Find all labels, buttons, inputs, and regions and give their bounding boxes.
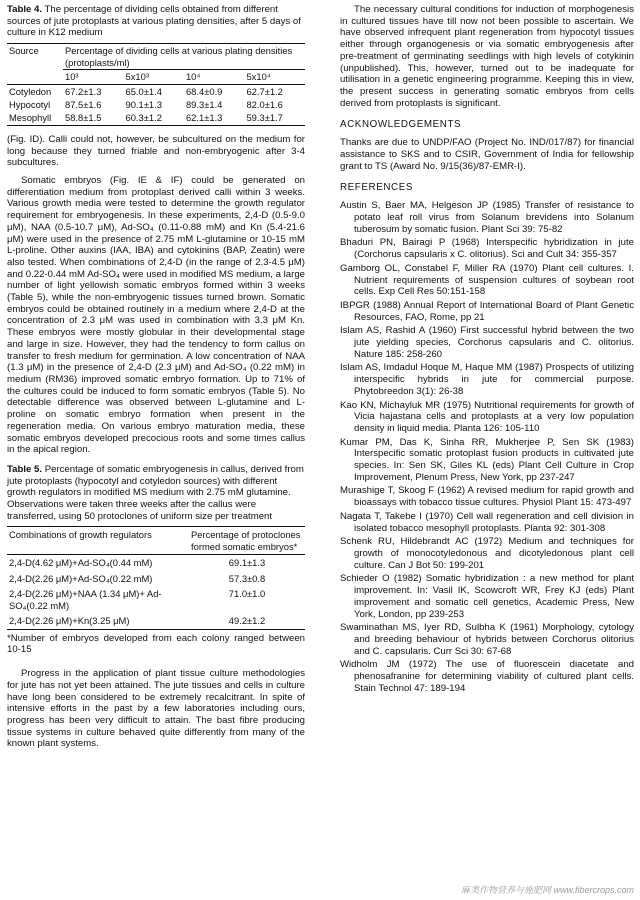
table4-cell: 89.3±1.4	[185, 98, 223, 110]
right-column	[340, 4, 634, 696]
reference-item: Nagata T, Takebe I (1970) Cell wall regeneration and cell division in isolated tobacco mesophyll protoplasts. Planta 92: 301-308	[340, 510, 634, 534]
table4-density: 5x10³	[125, 71, 149, 83]
table4-density: 5x10⁴	[246, 71, 271, 83]
table5-combo: 2,4-D(4.62 μM)+Ad-SO₄(0.44 mM)	[9, 557, 153, 569]
table5-combo: 2,4-D(2.26 μM)+Kn(3.25 μM)	[9, 615, 130, 627]
table4-header-group: Percentage of dividing cells at various plating densities (protoplasts/ml)	[63, 44, 305, 70]
table4-cell: 62.7±1.2	[246, 85, 283, 97]
table5-header-left: Combinations of growth regulators	[9, 529, 152, 541]
watermark: 麻类作物营养与施肥网 www.fibercrops.com	[460, 885, 634, 896]
table4-source: Mesophyll	[9, 112, 52, 124]
reference-item: Murashige T, Skoog F (1962) A revised medium for rapid growth and bioassays with tobacco tissue cultures. Physiol Plant 15: 473-497	[340, 485, 634, 509]
table5-value: 49.2±1.2	[228, 615, 266, 627]
table4-cell: 82.0±1.6	[246, 98, 283, 110]
reference-item: Kao KN, Michayluk MR (1975) Nutritional requirements for growth of Vicia hajastana cells and protoplasts at a very low population density in liquid media. Planta 126: 105-110	[340, 399, 634, 434]
table4-label: Table 4.	[7, 4, 43, 15]
table4-density: 10⁴	[185, 71, 201, 83]
references-heading: REFERENCES	[340, 182, 413, 194]
reference-item: Islam AS, Rashid A (1960) First successful hybrid between the two jute yielding species, Corchorus capsularis and C. olitorius. Nature 185: 258-260	[340, 325, 634, 360]
acknowledgements-heading: ACKNOWLEDGEMENTS	[340, 119, 462, 131]
reference-item: Austin S, Baer MA, Helgeson JP (1985) Transfer of resistance to potato leaf roll virus from Solanum brevidens into Solanum tuberosum by somatic fusion. Plant Sci 39: 75-82	[340, 200, 634, 235]
table5-header-right: Percentage of protoclones formed somatic embryos*	[191, 529, 301, 552]
reference-item: Kumar PM, Das K, Sinha RR, Mukherjee P, Sen SK (1983) Interspecific somatic protoplast fusion products in cultivated jute species. In: Sen SK, Giles KL (eds) Plant Cell Culture in Crop Improvement, Plenum Press, New York, pp 237-247	[340, 436, 634, 483]
table5-caption-text: Percentage of somatic embryogenesis in callus, derived from jute protoplasts (hypocotyl and cotyledon sources) with different growth regulators in modified MS medium with 2.75 mM glutamine. Observations were taken three weeks after the callus were transferred, using 50 protoclones of uniform size per treatment	[7, 463, 304, 522]
body-paragraph: (Fig. ID). Calli could not, however, be subcultured on the medium for long because they turned friable and non-embryogenic after 3-4 subcultures.	[7, 133, 305, 169]
acknowledgements-text: Thanks are due to UNDP/FAO (Project No. IND/017/87) for financial assistance to SKS and to CSIR, Government of India for fellowship grant to TS (Award No. 9/15(36)/87-EMR-I).	[340, 137, 634, 172]
table-row	[7, 613, 305, 629]
table-row	[7, 84, 305, 98]
table4-caption	[7, 4, 305, 39]
reference-item: Schenk RU, Hildebrandt AC (1972) Medium and techniques for growth of monocotyledonous and dicotyledonous plant cell culture. Can J Bot 50: 199-201	[340, 536, 634, 571]
table-row	[7, 586, 305, 613]
reference-item: Widholm JM (1972) The use of fluorescein diacetate and phenosafranine for determining viability of cultured plant cells. Stain Technol 47: 189-194	[340, 659, 634, 694]
table4-cell: 67.2±1.3	[65, 85, 102, 97]
reference-item: Swaminathan MS, Iyer RD, Sulbha K (1961) Morphology, cytology and breeding behaviour of hybrids between Corchorus olitorius and C. capsularis. Curr Sci 30: 67-68	[340, 622, 634, 657]
table-row	[7, 98, 305, 111]
table-row	[7, 571, 305, 586]
table-row	[7, 111, 305, 125]
reference-item: Bhaduri PN, Bairagi P (1968) Interspecific hybridization in jute (Corchorus capsularis x C. olitorius). Sci and Cult 34: 355-357	[340, 237, 634, 261]
table5-footnote: *Number of embryos developed from each colony ranged between 10-15	[7, 632, 305, 656]
table5-value: 71.0±1.0	[228, 588, 266, 600]
reference-item: IBPGR (1988) Annual Report of International Board of Plant Genetic Resources, FAO, Rome, pp 21	[340, 299, 634, 323]
table5-value: 57.3±0.8	[228, 572, 266, 584]
left-column	[7, 4, 305, 756]
table5-combo: 2,4-D(2.26 μM)+NAA (1.34 μM)+ Ad-SO₄(0.22 mM)	[9, 588, 162, 611]
table4-cell: 59.3±1.7	[246, 112, 283, 124]
table4-caption-text: The percentage of dividing cells obtained from different sources of jute protoplasts at various plating densities, after 5 days of culture in K12 medium	[7, 4, 301, 39]
table-row	[7, 555, 305, 571]
table4-cell: 90.1±1.3	[125, 98, 162, 110]
reference-item: Schieder O (1982) Somatic hybridization : a new method for plant improvement. In: Vasil IK, Scowcroft WR, Frey KJ (eds) Plant improvement and somatic cell genetics, Academic Press, New York, London, pp 239-253	[340, 573, 634, 620]
table4	[7, 43, 305, 126]
reference-list	[340, 200, 634, 694]
table4-source: Cotyledon	[9, 85, 52, 97]
table4-cell: 60.3±1.2	[125, 112, 162, 124]
reference-item: Gamborg OL, Constabel F, Miller RA (1970) Plant cell cultures. I. Nutrient requirements of suspension cultures of soybean root cells. Exp Cell Res 50:151-158	[340, 262, 634, 298]
table4-cell: 68.4±0.9	[185, 85, 223, 97]
table5-label: Table 5.	[7, 463, 43, 475]
table5-combo: 2,4-D(2.26 μM)+Ad-SO₄(0.22 mM)	[9, 572, 153, 584]
table5	[7, 526, 305, 629]
table4-density: 10³	[65, 71, 79, 83]
body-paragraph: The necessary cultural conditions for induction of morphogenesis in cultured tissues have till now not been possible to ascertain. We have observed infrequent plant regeneration from hypocotyl tissues either through organogenesis or via somatic embryogenesis after pre-treatment of germinating seedlings with high levels of cotykinin (unpublished). This, however, turned out to be inadequate for utilisation in a genetic engineering programme. Keeping this in view, the present success in generating somatic embryos from cells derived from protoplasts is significant.	[340, 4, 634, 109]
table4-cell: 62.1±1.3	[185, 112, 223, 124]
body-paragraph: Somatic embryos (Fig. IE & IF) could be generated on differentiation medium from protoplast derived calli within 3 weeks. Various growth media were tested to determine the growth regulator requirement for embryogenesis. In these experiments, 2,4-D (0.5-9.0 μM), NAA (0.5-10.7 μM), Ad-SO₄ (0.11-0.88 mM) and Kn (5.4-21.6 μM) were used in the presence of 2.75 mM L-glutamine or 10-15 mM L-proline. Other auxins (IAA, IBA) and cytokinins (BAP, Zeatin) were also tested. When combinations of 2,4-D (in the range of 2.3-4.5 μM) and 0.22-0.44 mM Ad-SO₄ were used in modified MS medium, a large number of light yellowish somatic embryos formed within 3 weeks (Table 5), while the non-embryogenic tissues turned brown. Somatic embryos could be obtained routinely in a medium where 2,4-D at the concentration of 2.3 μM was used in combination with 3.3 μM Kn. These embryos were mostly globular in their developmental stage and large in size. However, they had the tendency to form callus on transfer to fresh medium for germination. A low concentration of NAA (1.3 μM) in the presence of 2,4-D (2.3 μM) and Ad-SO₄ (0.22 mM) in medium (RM36) improved somatic embryo formation. Up to 71% of the cultures could be induced to form somatic embryos (Table 5). No detectable difference was observed between L-glutamine and L-proline on somatic embryo formation when present in the regeneration media. On various embryo maturation media, these somatic embryos developed precocious roots and some times callus in the apical region.	[7, 175, 305, 456]
table5-value: 69.1±1.3	[228, 557, 266, 569]
reference-item: Islam AS, Imdadul Hoque M, Haque MM (1987) Prospects of utilizing interspecific hybrids in jute for commercial purpose. Phytobreedon 3(1): 26-38	[340, 362, 634, 397]
body-paragraph: Progress in the application of plant tissue culture methodologies for jute has not yet been attained. The jute tissues and cells in culture have long been considered to be extremely recalcitrant. In spite of intensive efforts in the past by a few laboratories including ours, progress has been very difficult to attain. The bast fibre producing tissue systems in culture behaved quite differently from many of the known plant systems.	[7, 668, 305, 750]
table4-header-source: Source	[9, 45, 39, 57]
table4-cell: 58.8±1.5	[65, 112, 102, 124]
table4-cell: 65.0±1.4	[125, 85, 162, 97]
table4-cell: 87.5±1.6	[65, 98, 102, 110]
table4-source: Hypocotyl	[9, 98, 51, 110]
table5-caption	[7, 464, 305, 523]
